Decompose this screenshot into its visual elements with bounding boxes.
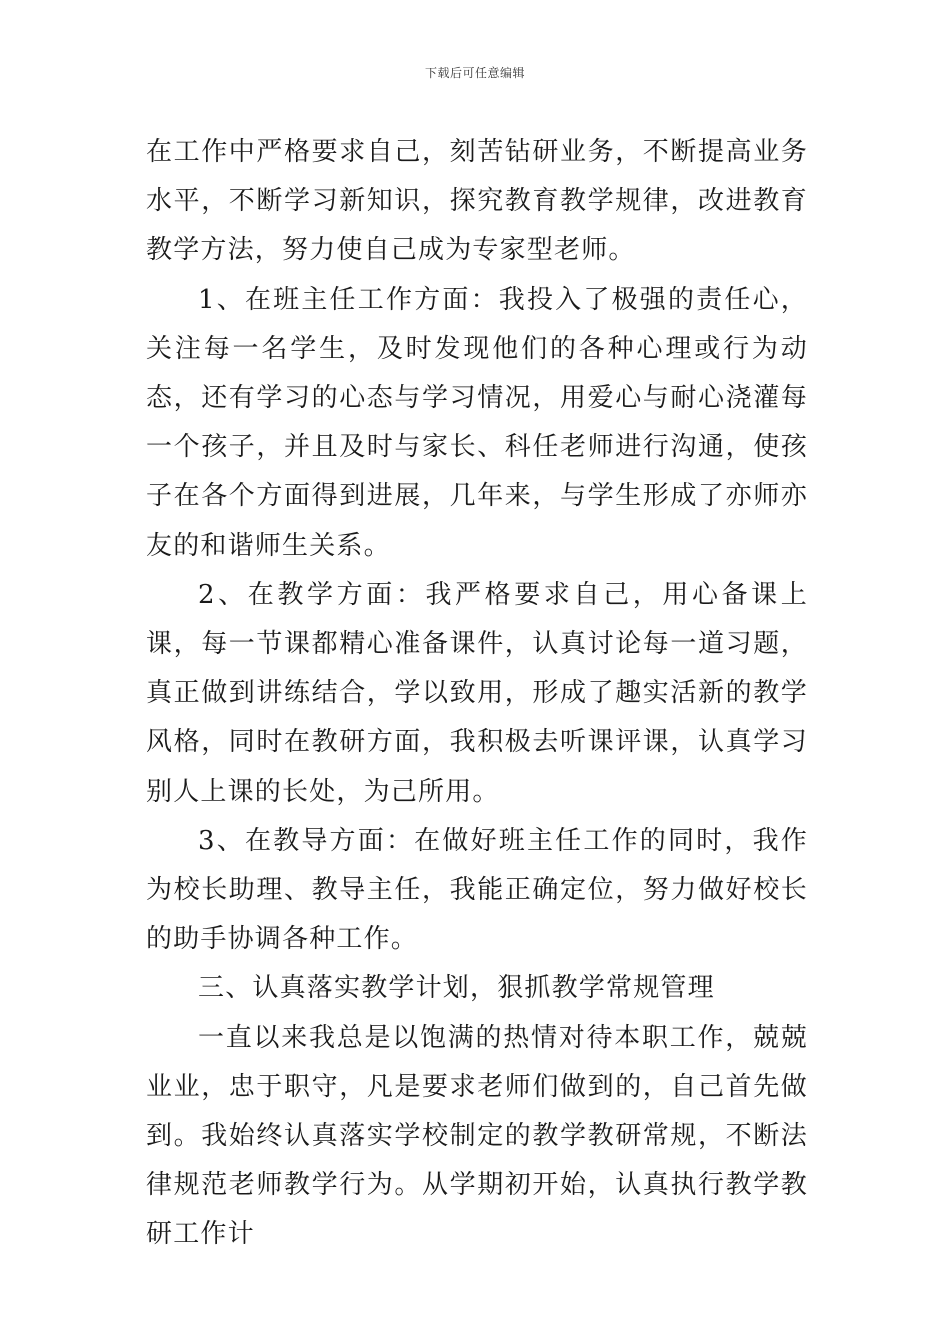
paragraph-class-teacher-work: 1、在班主任工作方面：我投入了极强的责任心，关注每一名学生，及时发现他们的各种心理或行为动态，还有学习的心态与学习情况，用爱心与耐心浇灌每一个孩子，并且及时与家长、科任老师进行沟通，使孩子在各个方面得到进展，几年来，与学生形成了亦师亦友的和谐师生关系。 <box>146 284 808 561</box>
document-body <box>146 128 808 1260</box>
paragraph-dedication: 一直以来我总是以饱满的热情对待本职工作，兢兢业业，忠于职守，凡是要求老师们做到的，自己首先做到。我始终认真落实学校制定的教学教研常规，不断法律规范老师教学行为。从学期初开始，认真执行教学教研工作计 <box>146 1022 808 1250</box>
paragraph-teaching: 2、在教学方面：我严格要求自己，用心备课上课，每一节课都精心准备课件，认真讨论每一道习题，真正做到讲练结合，学以致用，形成了趣实活新的教学风格，同时在教研方面，我积极去听课评课，认真学习别人上课的长处，为己所用。 <box>146 579 808 807</box>
page-header-note: 下载后可任意编辑 <box>424 66 525 80</box>
paragraph-intro: 在工作中严格要求自己，刻苦钻研业务，不断提高业务水平，不断学习新知识，探究教育教学规律，改进教育教学方法，努力使自己成为专家型老师。 <box>146 137 808 266</box>
section-heading-three: 三、认真落实教学计划，狠抓教学常规管理 <box>198 973 715 1004</box>
paragraph-guidance: 3、在教导方面：在做好班主任工作的同时，我作为校长助理、教导主任，我能正确定位，努力做好校长的助手协调各种工作。 <box>146 825 808 955</box>
